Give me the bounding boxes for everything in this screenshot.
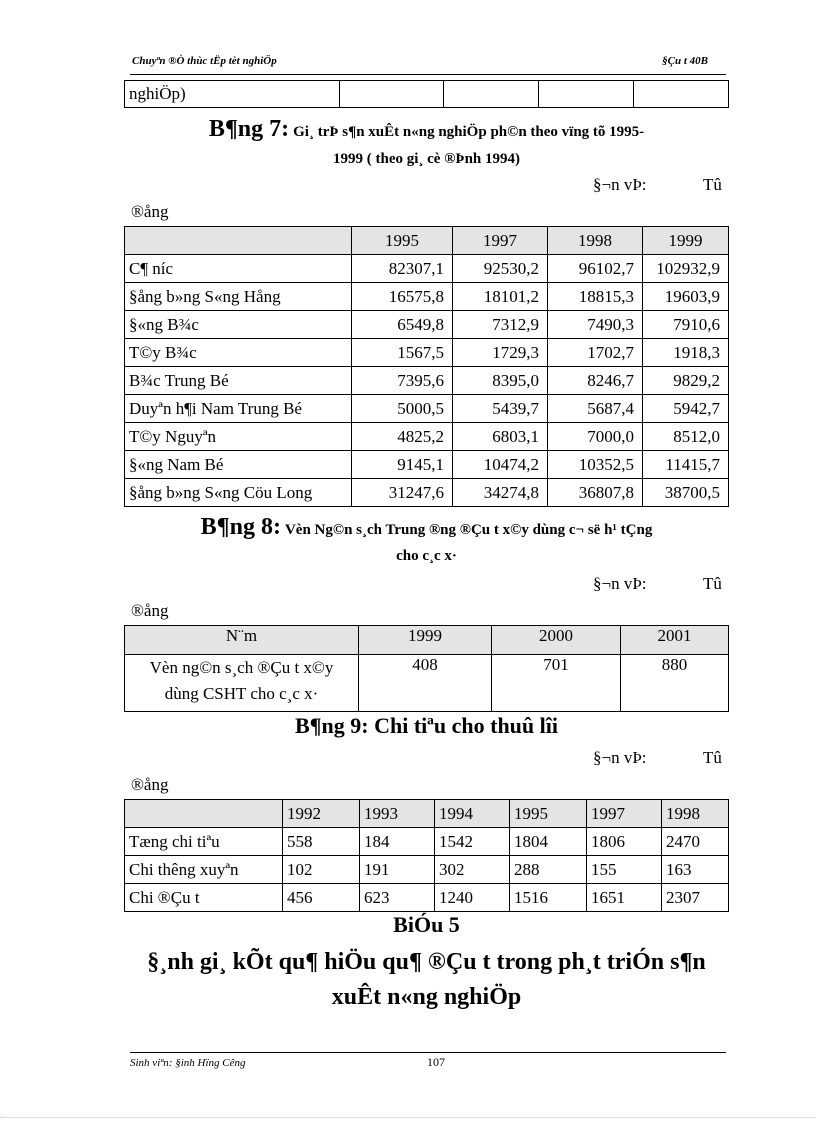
table-cell: 6549,8	[352, 311, 453, 339]
row-label: Chi thêng xuyªn	[125, 856, 283, 884]
table9	[124, 799, 729, 912]
table-cell: 82307,1	[352, 255, 453, 283]
table-cell: 10352,5	[548, 451, 643, 479]
table-cell: 1806	[587, 828, 662, 856]
table-cell: 880	[621, 655, 729, 712]
table7	[124, 226, 729, 507]
header-cell-year: 1998	[548, 227, 643, 255]
table-cell: 7312,9	[453, 311, 548, 339]
table-cell: 1918,3	[643, 339, 729, 367]
table-cell: 288	[510, 856, 587, 884]
table-row	[125, 255, 729, 283]
table-row	[125, 283, 729, 311]
row-label: Tæng chi tiªu	[125, 828, 283, 856]
table-cell: 302	[435, 856, 510, 884]
header-cell-year-label: N¨m	[125, 626, 359, 655]
header-cell-year: 1994	[435, 800, 510, 828]
table7-unit-tail: ®ång	[131, 202, 169, 221]
row-label: C¶ níc	[125, 255, 352, 283]
page-number: 107	[427, 1055, 445, 1069]
chart-title-line2: xuÊt n«ng nghiÖp	[331, 984, 522, 1010]
table-cell: 5000,5	[352, 395, 453, 423]
table8-caption-line2	[124, 547, 729, 565]
header-cell-year: 1995	[510, 800, 587, 828]
table-cell	[539, 81, 634, 108]
header-class: §Çu t 40B	[662, 55, 708, 67]
table-cell: 102	[283, 856, 360, 884]
table-row	[125, 423, 729, 451]
header-title: Chuyªn ®Ò thùc tËp tèt nghiÖp	[132, 55, 277, 67]
table9-unit-label: §¬n vÞ:	[593, 748, 647, 767]
table-cell	[634, 81, 729, 108]
header-cell-empty	[125, 227, 352, 255]
table-cell: 4825,2	[352, 423, 453, 451]
table-cell: 7395,6	[352, 367, 453, 395]
table-cell: 558	[283, 828, 360, 856]
table8-caption-line2-text: cho c¸c x·	[396, 548, 457, 564]
row-label	[125, 655, 359, 712]
table-cell: 8395,0	[453, 367, 548, 395]
table-cell: 38700,5	[643, 479, 729, 507]
table-cell: nghiÖp)	[125, 81, 340, 108]
table-cell: 1567,5	[352, 339, 453, 367]
table-cell: 1516	[510, 884, 587, 912]
header-cell-year: 2001	[621, 626, 729, 655]
table-header-row	[125, 626, 729, 655]
table-cell: 34274,8	[453, 479, 548, 507]
table-cell: 36807,8	[548, 479, 643, 507]
table-cell: 184	[360, 828, 435, 856]
table-cell: 9829,2	[643, 367, 729, 395]
table-row	[125, 81, 729, 108]
table-cell: 9145,1	[352, 451, 453, 479]
table-cell: 7490,3	[548, 311, 643, 339]
table-cell: 456	[283, 884, 360, 912]
table-cell: 92530,2	[453, 255, 548, 283]
table-cell: 5942,7	[643, 395, 729, 423]
table9-caption-text: B¶ng 9: Chi tiªu cho thuû lîi	[295, 713, 558, 738]
table-cell: 2470	[662, 828, 729, 856]
table-cell: 623	[360, 884, 435, 912]
table-cell: 18815,3	[548, 283, 643, 311]
table-row	[125, 339, 729, 367]
table8	[124, 625, 729, 712]
table8-caption-text: Vèn Ng©n s¸ch Trung ®ng ®Çu t x©y dùng c¬ së h¹ tÇng	[284, 522, 653, 538]
header-cell-year: 1999	[643, 227, 729, 255]
table-cell	[444, 81, 539, 108]
table9-caption	[124, 713, 729, 739]
table-cell: 10474,2	[453, 451, 548, 479]
row-label-line2: dùng CSHT cho c¸c x·	[164, 684, 319, 703]
table7-unit-value: Tû	[703, 175, 722, 194]
header-cell-year: 1993	[360, 800, 435, 828]
table-cell: 1651	[587, 884, 662, 912]
table9-unit-value: Tû	[703, 748, 722, 767]
row-label-line1: Vèn ng©n s¸ch ®Çu t x©y	[149, 658, 334, 677]
table-cell: 1542	[435, 828, 510, 856]
table-cell: 408	[359, 655, 492, 712]
table-cell: 6803,1	[453, 423, 548, 451]
table-cell: 1240	[435, 884, 510, 912]
table-row	[125, 479, 729, 507]
chart-label: BiÓu 5	[393, 912, 460, 937]
header-cell-empty	[125, 800, 283, 828]
table-header-row	[125, 227, 729, 255]
header-cell-year: 2000	[492, 626, 621, 655]
table-cell: 16575,8	[352, 283, 453, 311]
table-cell: 163	[662, 856, 729, 884]
table8-caption	[124, 514, 729, 541]
table-cell: 5439,7	[453, 395, 548, 423]
table7-caption-line2	[124, 150, 729, 168]
table-cell: 1702,7	[548, 339, 643, 367]
table-cell: 19603,9	[643, 283, 729, 311]
table-cell: 18101,2	[453, 283, 548, 311]
table-cell: 191	[360, 856, 435, 884]
table-cell: 2307	[662, 884, 729, 912]
table-row	[125, 311, 729, 339]
table-row	[125, 828, 729, 856]
table-row	[125, 367, 729, 395]
header-cell-year: 1999	[359, 626, 492, 655]
table7-caption-text: Gi¸ trÞ s¶n xuÊt n«ng nghiÖp ph©n theo vïng tõ 1995-	[293, 124, 645, 140]
table-cell: 7000,0	[548, 423, 643, 451]
page-header	[130, 52, 726, 75]
table-cell: 7910,6	[643, 311, 729, 339]
row-label: B¾c Trung Bé	[125, 367, 352, 395]
row-label: Duyªn h¶i Nam Trung Bé	[125, 395, 352, 423]
table9-unit-tail: ®ång	[131, 775, 169, 794]
table8-unit-value: Tû	[703, 574, 722, 593]
footer-student: Sinh viªn: §inh Hïng Cêng	[130, 1057, 246, 1069]
table8-unit-tail: ®ång	[131, 601, 169, 620]
table-cell: 701	[492, 655, 621, 712]
header-cell-year: 1995	[352, 227, 453, 255]
table8-caption-lead: B¶ng 8:	[200, 514, 281, 540]
row-label: §ång b»ng S«ng Hång	[125, 283, 352, 311]
bottom-divider	[0, 1117, 816, 1118]
row-label: T©y B¾c	[125, 339, 352, 367]
table-cell: 96102,7	[548, 255, 643, 283]
table7-caption	[124, 116, 729, 143]
row-label: §«ng Nam Bé	[125, 451, 352, 479]
table-cell: 1804	[510, 828, 587, 856]
chart-title-line1: §¸nh gi¸ kÕt qu¶ hiÖu qu¶ ®Çu t trong ph¸t triÓn s¶n	[147, 949, 706, 975]
header-cell-year: 1992	[283, 800, 360, 828]
table-cell: 31247,6	[352, 479, 453, 507]
row-label: §ång b»ng S«ng Cöu Long	[125, 479, 352, 507]
row-label: Chi ®Çu t	[125, 884, 283, 912]
table-row	[125, 856, 729, 884]
header-cell-year: 1997	[587, 800, 662, 828]
table-cell: 8246,7	[548, 367, 643, 395]
table-cell: 5687,4	[548, 395, 643, 423]
continuation-table	[124, 80, 729, 108]
table-header-row	[125, 800, 729, 828]
header-cell-year: 1998	[662, 800, 729, 828]
table8-unit-label: §¬n vÞ:	[593, 574, 647, 593]
table-cell: 11415,7	[643, 451, 729, 479]
table-row	[125, 655, 729, 712]
page-footer	[130, 1052, 726, 1069]
table-cell: 1729,3	[453, 339, 548, 367]
table-row	[125, 884, 729, 912]
table7-caption-lead: B¶ng 7:	[208, 116, 290, 142]
table-cell: 8512,0	[643, 423, 729, 451]
table-cell: 102932,9	[643, 255, 729, 283]
header-cell-year: 1997	[453, 227, 548, 255]
table-row	[125, 451, 729, 479]
row-label: §«ng B¾c	[125, 311, 352, 339]
table-cell	[340, 81, 444, 108]
table7-unit-label: §¬n vÞ:	[593, 175, 647, 194]
table7-caption-line2-text: 1999 ( theo gi¸ cè ®Þnh 1994)	[332, 151, 521, 167]
table-row	[125, 395, 729, 423]
table-cell: 155	[587, 856, 662, 884]
row-label: T©y Nguyªn	[125, 423, 352, 451]
